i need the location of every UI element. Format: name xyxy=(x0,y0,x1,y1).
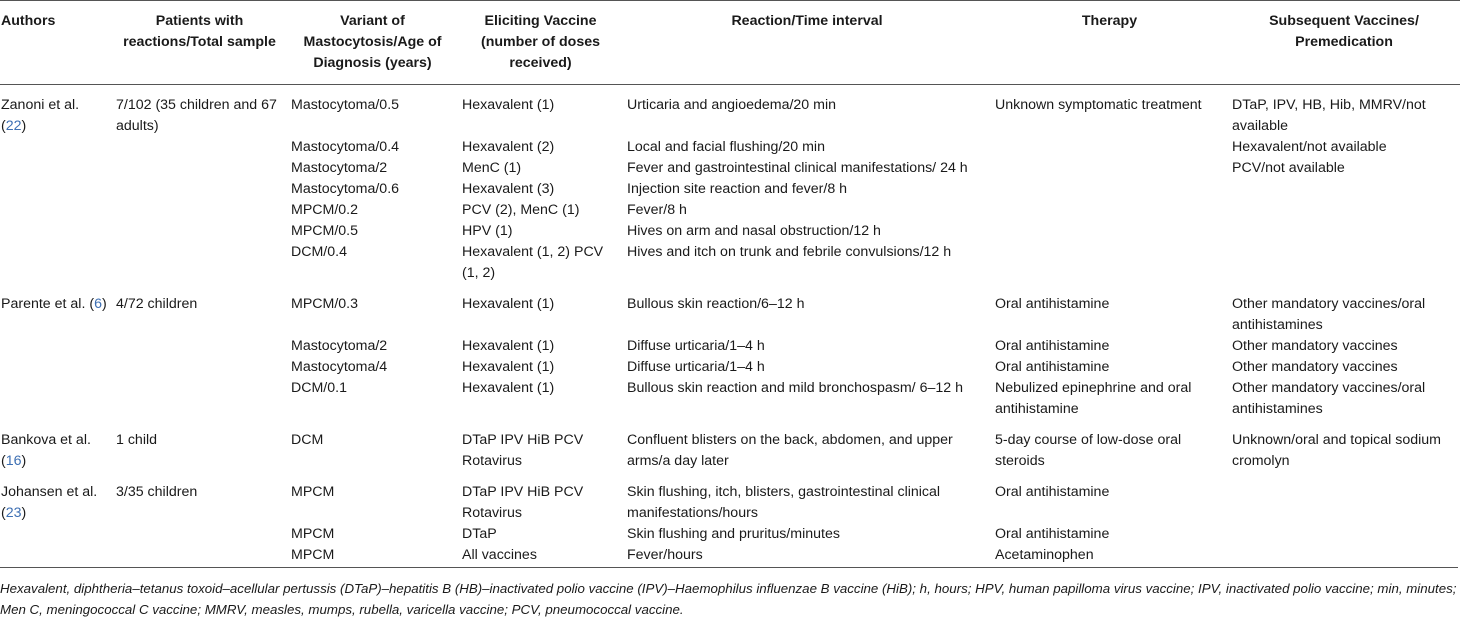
cell-variant: Mastocytoma/0.5 xyxy=(291,97,400,113)
table-row xyxy=(0,242,1460,284)
header-authors: Authors xyxy=(0,1,112,85)
author-name: Parente et al. xyxy=(1,296,86,312)
header-row xyxy=(0,1,1460,85)
cell-subsequent: Other mandatory vaccines/oral antihistamines xyxy=(1232,380,1426,417)
citation-link[interactable]: 22 xyxy=(5,118,22,134)
cell-subsequent xyxy=(1228,200,1460,221)
author-name: Bankova et al. xyxy=(1,432,91,448)
cell-vaccine: HPV (1) xyxy=(462,223,513,239)
citation-link[interactable]: 23 xyxy=(5,505,22,521)
cell-vaccine: MenC (1) xyxy=(462,160,522,176)
cell-therapy: Oral antihistamine xyxy=(995,484,1110,500)
table-row xyxy=(0,200,1460,221)
cell-author: Zanoni et al. (22) xyxy=(1,97,80,134)
cell-vaccine: Hexavalent (1, 2) PCV (1, 2) xyxy=(462,244,604,281)
cell-variant: MPCM/0.5 xyxy=(291,223,359,239)
cell-subsequent: PCV/not available xyxy=(1232,160,1345,176)
cell-therapy xyxy=(991,242,1228,284)
cell-author: Johansen et al. (23) xyxy=(1,484,98,521)
cell-author xyxy=(0,336,112,357)
cell-reaction: Diffuse urticaria/1–4 h xyxy=(627,338,765,354)
cell-therapy: Oral antihistamine xyxy=(995,338,1110,354)
cell-reaction: Hives and itch on trunk and febrile convulsions/12 h xyxy=(627,244,952,260)
citation-link[interactable]: 16 xyxy=(5,453,22,469)
cell-author xyxy=(0,179,112,200)
cell-patients xyxy=(112,158,287,179)
cell-vaccine: PCV (2), MenC (1) xyxy=(462,202,580,218)
cell-reaction: Fever/8 h xyxy=(627,202,687,218)
cell-subsequent: Hexavalent/not available xyxy=(1232,139,1387,155)
table-row xyxy=(0,221,1460,242)
table-row xyxy=(0,357,1460,378)
cell-therapy xyxy=(991,158,1228,179)
cell-therapy xyxy=(991,200,1228,221)
cell-vaccine: Hexavalent (1) xyxy=(462,338,555,354)
cell-variant: MPCM/0.2 xyxy=(291,202,359,218)
author-name: Johansen et al. xyxy=(1,484,98,500)
table-row xyxy=(0,378,1460,420)
cell-subsequent: Other mandatory vaccines xyxy=(1232,359,1398,375)
cell-patients: 4/72 children xyxy=(116,296,198,312)
header-variant: Variant of Mastocytosis/Age of Diagnosis (years) xyxy=(287,1,458,85)
cell-vaccine: Hexavalent (1) xyxy=(462,97,555,113)
cell-author xyxy=(0,378,112,420)
cell-variant: Mastocytoma/0.4 xyxy=(291,139,400,155)
cell-subsequent xyxy=(1228,179,1460,200)
header-therapy: Therapy xyxy=(991,1,1228,85)
cell-subsequent xyxy=(1228,242,1460,284)
cell-variant: MPCM xyxy=(291,547,335,563)
cell-therapy xyxy=(991,221,1228,242)
cell-patients xyxy=(112,357,287,378)
cell-patients: 1 child xyxy=(116,432,158,448)
cell-therapy: Unknown symptomatic treatment xyxy=(995,97,1202,113)
cell-variant: DCM/0.1 xyxy=(291,380,347,396)
cell-therapy: 5-day course of low-dose oral steroids xyxy=(995,432,1182,469)
cell-patients xyxy=(112,242,287,284)
cell-author xyxy=(0,137,112,158)
cell-patients xyxy=(112,336,287,357)
cell-reaction: Bullous skin reaction and mild bronchospasm/ 6–12 h xyxy=(627,380,963,396)
cell-author xyxy=(0,158,112,179)
table-row xyxy=(0,524,1460,545)
cell-reaction: Skin flushing and pruritus/minutes xyxy=(627,526,840,542)
table-footnote: Hexavalent, diphtheria–tetanus toxoid–acellular pertussis (DTaP)–hepatitis B (HB)–inactivated polio vaccine (IPV)–Haemophilus influenzae B vaccine (HiB); h, hours; HPV, human papilloma virus vaccine; IPV, inactivated polio vaccine; min, minutes; Men C, meningococcal C vaccine; MMRV, measles, mumps, rubella, varicella vaccine; PCV, pneumococcal vaccine. xyxy=(0,567,1458,620)
cell-reaction: Injection site reaction and fever/8 h xyxy=(627,181,848,197)
header-reaction: Reaction/Time interval xyxy=(623,1,991,85)
cell-patients: 7/102 (35 children and 67 adults) xyxy=(116,97,277,134)
cell-subsequent: Unknown/oral and topical sodium cromolyn xyxy=(1232,432,1441,469)
cell-variant: MPCM xyxy=(291,484,335,500)
cell-variant: Mastocytoma/4 xyxy=(291,359,388,375)
table-row xyxy=(0,284,1460,336)
cell-reaction: Bullous skin reaction/6–12 h xyxy=(627,296,805,312)
cell-variant: MPCM/0.3 xyxy=(291,296,359,312)
cell-subsequent: Other mandatory vaccines/oral antihistamines xyxy=(1232,296,1426,333)
cell-subsequent: DTaP, IPV, HB, Hib, MMRV/not available xyxy=(1232,97,1426,134)
cell-author xyxy=(0,242,112,284)
cell-patients: 3/35 children xyxy=(116,484,198,500)
cell-vaccine: Hexavalent (3) xyxy=(462,181,555,197)
table-row xyxy=(0,336,1460,357)
header-subsequent: Subsequent Vaccines/ Premedication xyxy=(1228,1,1460,85)
cell-vaccine: DTaP IPV HiB PCV Rotavirus xyxy=(462,484,584,521)
cell-therapy: Oral antihistamine xyxy=(995,359,1110,375)
cell-therapy: Nebulized epinephrine and oral antihistamine xyxy=(995,380,1192,417)
cell-author: Parente et al. (6) xyxy=(1,296,107,312)
cell-vaccine: Hexavalent (1) xyxy=(462,359,555,375)
cell-author xyxy=(0,524,112,545)
cell-subsequent: Other mandatory vaccines xyxy=(1232,338,1398,354)
cell-variant: Mastocytoma/0.6 xyxy=(291,181,400,197)
cell-reaction: Fever/hours xyxy=(627,547,703,563)
cell-reaction: Urticaria and angioedema/20 min xyxy=(627,97,836,113)
cell-reaction: Skin flushing, itch, blisters, gastrointestinal clinical manifestations/hours xyxy=(627,484,941,521)
cell-therapy xyxy=(991,179,1228,200)
citation-link[interactable]: 6 xyxy=(94,296,102,312)
cell-patients xyxy=(112,137,287,158)
table-row xyxy=(0,179,1460,200)
table-row xyxy=(0,472,1460,524)
cell-vaccine: All vaccines xyxy=(462,547,537,563)
cell-patients xyxy=(112,524,287,545)
cell-patients xyxy=(112,179,287,200)
cell-vaccine: Hexavalent (1) xyxy=(462,380,555,396)
table-row xyxy=(0,85,1460,138)
cell-reaction: Local and facial flushing/20 min xyxy=(627,139,825,155)
cell-reaction: Hives on arm and nasal obstruction/12 h xyxy=(627,223,881,239)
table-row xyxy=(0,420,1460,472)
cell-variant: Mastocytoma/2 xyxy=(291,160,388,176)
table-row xyxy=(0,158,1460,179)
cell-reaction: Confluent blisters on the back, abdomen, and upper arms/a day later xyxy=(627,432,953,469)
cell-subsequent xyxy=(1228,524,1460,545)
cell-variant: MPCM xyxy=(291,526,335,542)
header-vaccine: Eliciting Vaccine (number of doses received) xyxy=(458,1,623,85)
cell-therapy: Acetaminophen xyxy=(995,547,1094,563)
cell-vaccine: DTaP xyxy=(462,526,497,542)
cell-reaction: Diffuse urticaria/1–4 h xyxy=(627,359,765,375)
cell-reaction: Fever and gastrointestinal clinical manifestations/ 24 h xyxy=(627,160,968,176)
cell-vaccine: Hexavalent (1) xyxy=(462,296,555,312)
cell-therapy xyxy=(991,137,1228,158)
cell-vaccine: Hexavalent (2) xyxy=(462,139,555,155)
cell-therapy: Oral antihistamine xyxy=(995,296,1110,312)
cell-therapy: Oral antihistamine xyxy=(995,526,1110,542)
cell-author: Bankova et al. (16) xyxy=(1,432,91,469)
cell-patients xyxy=(112,200,287,221)
cell-vaccine: DTaP IPV HiB PCV Rotavirus xyxy=(462,432,584,469)
cell-variant: DCM xyxy=(291,432,324,448)
author-name: Zanoni et al. xyxy=(1,97,80,113)
cell-author xyxy=(0,221,112,242)
cell-patients xyxy=(112,378,287,420)
cell-subsequent xyxy=(1228,472,1460,524)
cell-subsequent xyxy=(1228,221,1460,242)
cell-author xyxy=(0,357,112,378)
header-patients: Patients with reactions/Total sample xyxy=(112,1,287,85)
table-row xyxy=(0,137,1460,158)
cell-patients xyxy=(112,221,287,242)
cell-author xyxy=(0,200,112,221)
cell-variant: Mastocytoma/2 xyxy=(291,338,388,354)
cell-variant: DCM/0.4 xyxy=(291,244,347,260)
